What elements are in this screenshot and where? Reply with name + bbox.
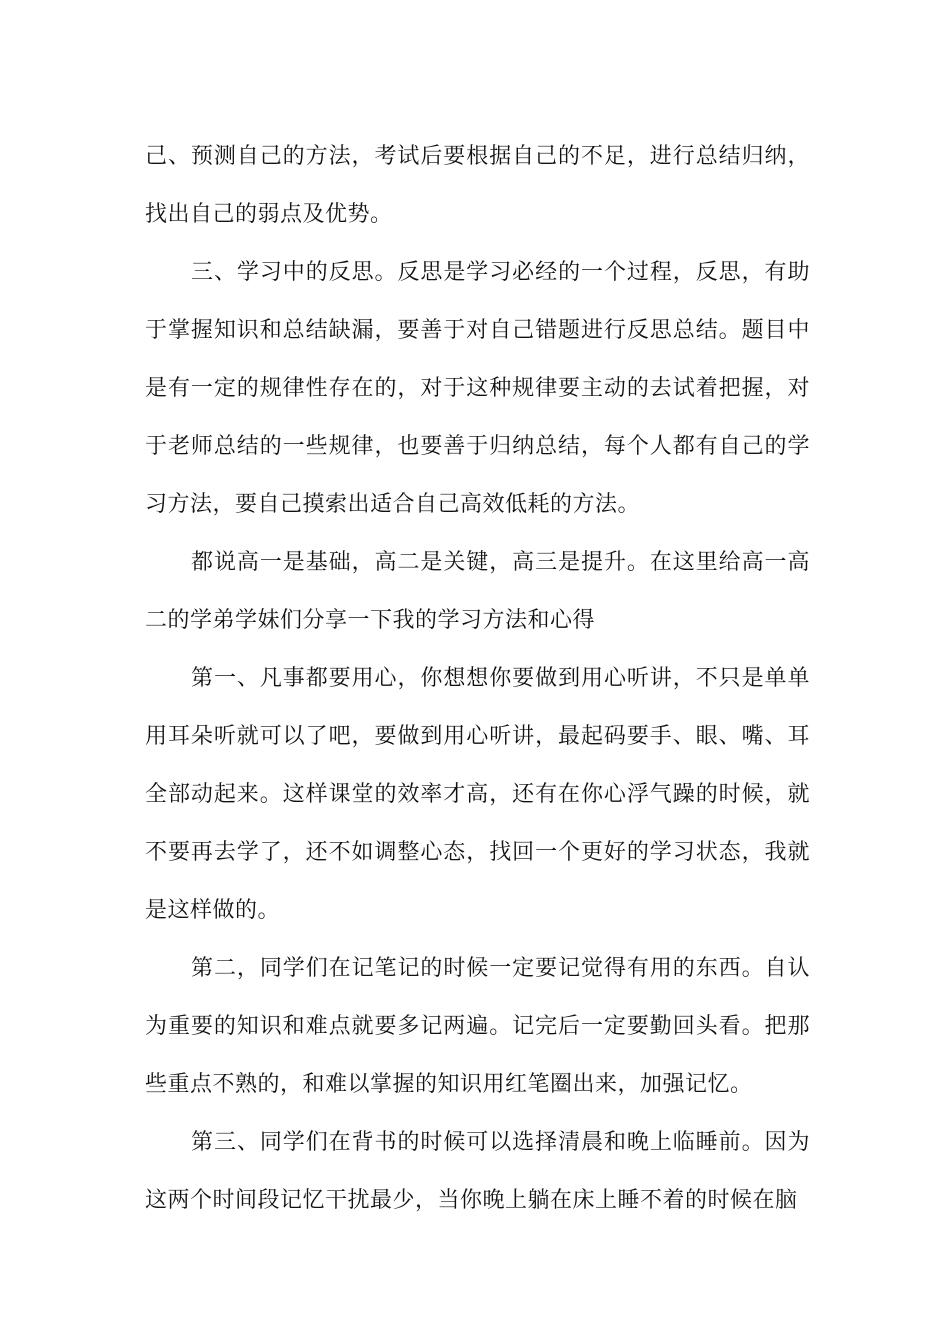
text-line: 为重要的知识和难点就要多记两遍。记完后一定要勤回头看。把那 [145,1014,810,1039]
text-line: 习方法，要自己摸索出适合自己高效低耗的方法。 [145,492,641,517]
text-line: 第一、凡事都要用心，你想想你要做到用心听讲，不只是单单 [191,666,810,691]
text-line: 这两个时间段记忆干扰最少，当你晚上躺在床上睡不着的时候在脑 [145,1188,798,1213]
text-line: 二的学弟学妹们分享一下我的学习方法和心得 [145,608,596,633]
paragraph [145,940,810,1114]
text-line: 于掌握知识和总结缺漏，要善于对自己错题进行反思总结。题目中 [145,318,810,343]
text-line: 是有一定的规律性存在的，对于这种规律要主动的去试着把握，对 [145,376,810,401]
paragraph [145,128,810,244]
text-line: 是这样做的。 [145,898,281,923]
document-body [145,128,810,1230]
text-line: 都说高一是基础，高二是关键，高三是提升。在这里给高一高 [191,550,810,575]
text-line: 第二，同学们在记笔记的时候一定要记觉得有用的东西。自认 [191,956,810,981]
paragraph [145,534,810,650]
text-line: 不要再去学了，还不如调整心态，找回一个更好的学习状态，我就 [145,840,810,865]
text-line: 用耳朵听就可以了吧，要做到用心听讲，最起码要手、眼、嘴、耳 [145,724,810,749]
text-line: 找出自己的弱点及优势。 [145,202,393,227]
text-line: 己、预测自己的方法，考试后要根据自己的不足，进行总结归纳， [145,144,810,169]
text-line: 三、学习中的反思。反思是学习必经的一个过程，反思，有助 [191,260,810,285]
paragraph [145,650,810,940]
text-line: 全部动起来。这样课堂的效率才高，还有在你心浮气躁的时候，就 [145,782,810,807]
text-line: 些重点不熟的，和难以掌握的知识用红笔圈出来，加强记忆。 [145,1072,753,1097]
text-line: 第三、同学们在背书的时候可以选择清晨和晚上临睡前。因为 [191,1130,810,1155]
paragraph [145,1114,810,1230]
paragraph [145,244,810,534]
text-line: 于老师总结的一些规律，也要善于归纳总结，每个人都有自己的学 [145,434,810,459]
